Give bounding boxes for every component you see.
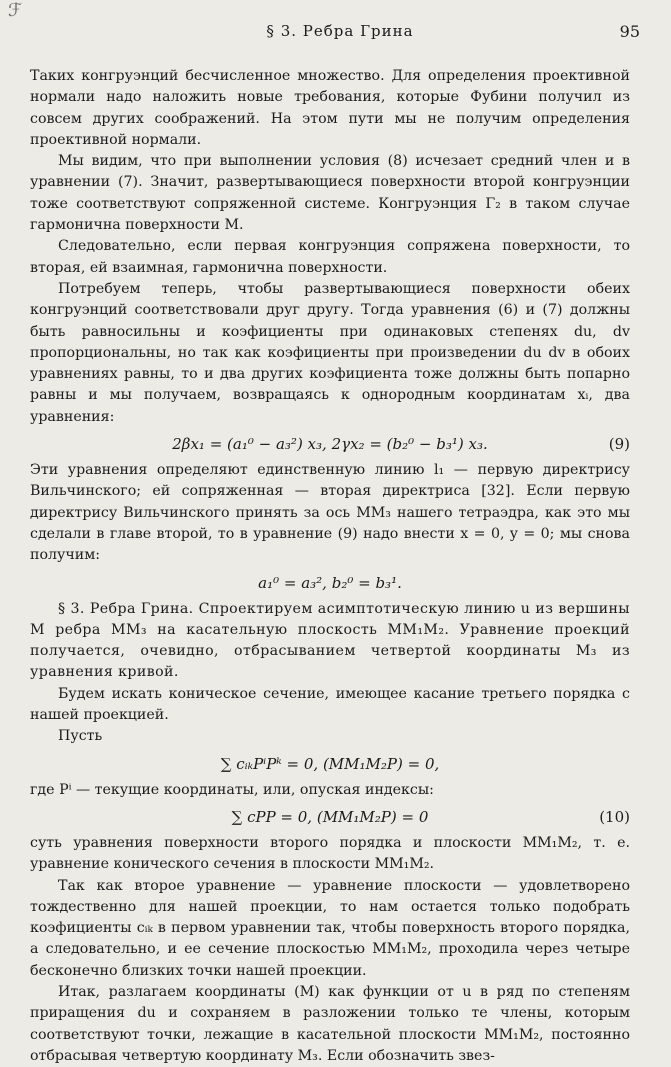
- equation-ab: [30, 570, 630, 596]
- paragraph-3: Следовательно, если первая конгруэнция сопряжена поверхности, то вторая, ей взаимная, гармонична поверхности.: [30, 238, 630, 276]
- paragraph-5: Эти уравнения определяют единственную линию l₁ — первую директрису Вильчинского; ей сопряженная — вторая директриса [32]. Если первую директрису Вильчинского принять за ось MM₃ нашего тетраэдра, как это мы сделали в главе второй, то в уравнение (9) надо внести x = 0, y = 0; мы снова получим:: [30, 462, 630, 564]
- paragraph-6: Будем искать коническое сечение, имеющее касание третьего порядка с нашей проекцией.: [30, 685, 630, 724]
- paragraph-4: Потребуем теперь, чтобы развертывающиеся поверхности обеих конгруэнций соответствовали друг другу. Тогда уравнения (6) и (7) должны быть равносильны и коэфициенты при одинаковых степенях du, dv пропорциональны, но так как коэфициенты при произведении du dv в обоих уравнениях равны, то и два других коэфициента тоже должны быть попарно равны и мы получаем, возвращаясь к однородным координатам xᵢ, два уравнения:: [30, 280, 630, 425]
- paragraph-2: Мы видим, что при выполнении условия (8) исчезает средний член и в уравнении (7). Значит, развертывающиеся поверхности второй конгруэнции тоже соответствуют сопряженной системе. Конгруэнция Γ₂ в таком случае гармонична поверхности M.: [30, 153, 630, 234]
- paragraph-1: Таких конгруэнций бесчисленное множество. Для определения проективной нормали надо наложить новые требования, которые Фубини получил из совсем других соображений. На этом пути мы не получим определения проективной нормали.: [30, 68, 630, 148]
- equation-9-body: 2βx₁ = (a₁⁰ − a₃²) x₃, 2γx₂ = (b₂⁰ − b₃¹) x₃.: [172, 435, 488, 454]
- equation-ab-body: a₁⁰ = a₃², b₂⁰ = b₃¹.: [258, 573, 402, 592]
- page-body: [30, 66, 630, 1067]
- equation-10-number: (10): [599, 807, 630, 826]
- equation-10-body: ∑ cPP = 0, (MM₁M₂P) = 0: [231, 807, 429, 826]
- margin-mark: ℱ: [8, 0, 23, 21]
- running-title: § 3. Ребра Грина: [266, 22, 414, 40]
- paragraph-9: суть уравнения поверхности второго порядка и плоскости MM₁M₂, т. е. уравнение конического сечения в плоскости MM₁M₂.: [30, 834, 630, 873]
- equation-9: [30, 431, 630, 457]
- equation-9-number: (9): [608, 435, 630, 454]
- paragraph-11: Итак, разлагаем координаты (M) как функции от u в ряд по степеням приращения du и сохраняем в разложении только те члены, которым соответствуют точки, лежащие в касательной плоскости MM₁M₂, постоянно отбрасывая четвертую координату M₃. Если обозначить звез-: [30, 983, 630, 1064]
- section-3-paragraph: § 3. Ребра Грина. Спроектируем асимптотическую линию u из вершины M ребра MM₃ на касательную плоскость MM₁M₂. Уравнение проекций получается, очевидно, отбрасыванием четвертой координаты M₃ из уравнения кривой.: [30, 600, 630, 681]
- page-number: 95: [619, 22, 640, 41]
- equation-sum: [30, 751, 630, 777]
- paragraph-7: Пусть: [58, 728, 103, 745]
- equation-sum-body: ∑ cᵢₖPⁱPᵏ = 0, (MM₁M₂P) = 0,: [220, 754, 440, 773]
- running-header: [40, 22, 640, 46]
- equation-10: [30, 804, 630, 830]
- paragraph-8: где Pⁱ — текущие координаты, или, опуская индексы:: [30, 781, 434, 798]
- paragraph-10: Так как второе уравнение — уравнение плоскости — удовлетворено тождественно для нашей проекции, то нам остается только подобрать коэфициенты cᵢₖ в первом уравнении так, чтобы поверхность второго порядка, а следовательно, и ее сечение плоскостью MM₁M₂, проходила через четыре бесконечно близких точки нашей проекции.: [30, 877, 630, 979]
